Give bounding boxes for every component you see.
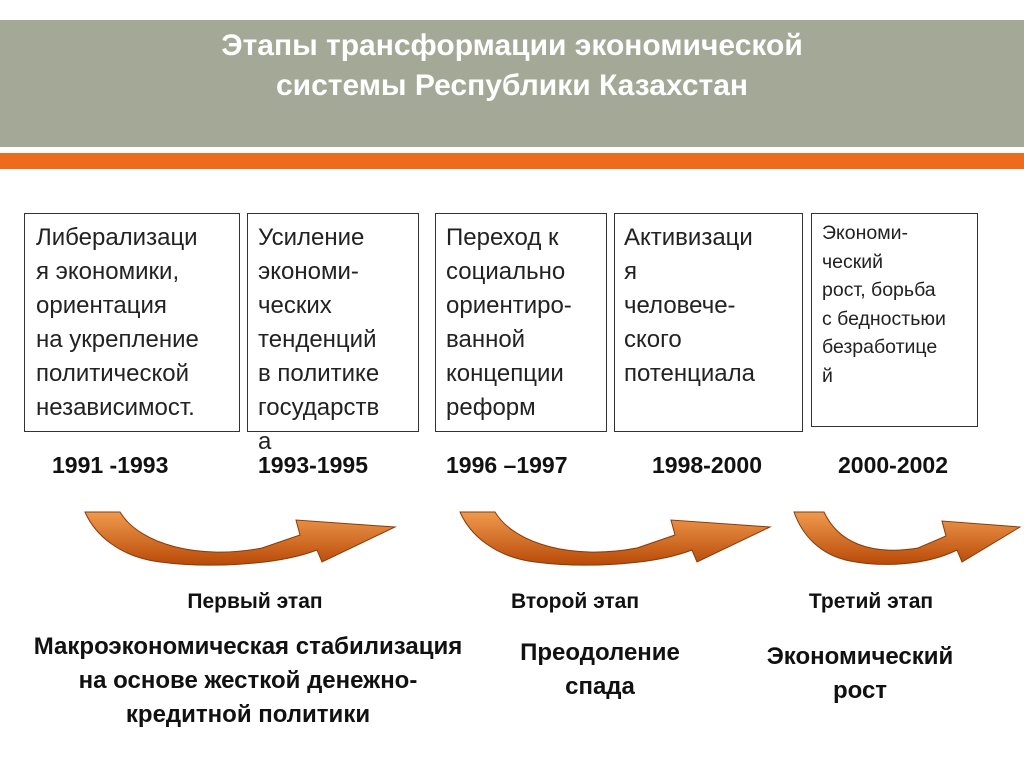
period-label-2: 1993-1995 bbox=[258, 452, 368, 478]
period-label-5: 2000-2002 bbox=[838, 452, 948, 478]
period-label-3: 1996 –1997 bbox=[446, 452, 568, 478]
curved-arrow-1 bbox=[85, 512, 395, 565]
page-title: Этапы трансформации экономической системы Республики Казахстан bbox=[221, 29, 803, 102]
stage-box-5-text: Экономи- ческий рост, борьба с бедностьюи безработице й bbox=[822, 222, 946, 387]
curved-arrow-2 bbox=[460, 512, 770, 565]
stage-name-3: Третий этап bbox=[808, 590, 934, 613]
stage-box-1-text: Либерализаци я экономики, ориентация на укрепление политической независимост. bbox=[36, 224, 199, 421]
stage-description-3: Экономический рост bbox=[766, 643, 954, 704]
stage-box-4-text: Активизаци я человече- ского потенциала bbox=[624, 224, 755, 387]
stage-name-1: Первый этап bbox=[187, 590, 323, 613]
stage-box-3-text: Переход к социально ориентиро- ванной концепции реформ bbox=[446, 224, 572, 421]
stage-description-2: Преодоление спада bbox=[520, 639, 680, 700]
stage-arrows bbox=[0, 490, 1024, 580]
stage-name-2: Второй этап bbox=[510, 590, 640, 613]
period-label-1: 1991 -1993 bbox=[52, 452, 169, 478]
stage-box-2-text: Усиление экономи- ческих тенденций в политике государств а bbox=[258, 224, 380, 455]
accent-divider bbox=[0, 153, 1024, 169]
curved-arrow-3 bbox=[794, 512, 1020, 564]
period-label-4: 1998-2000 bbox=[652, 452, 762, 478]
stage-description-1: Макроэкономическая стабилизация на основе жесткой денежно- кредитной политики bbox=[33, 633, 463, 728]
